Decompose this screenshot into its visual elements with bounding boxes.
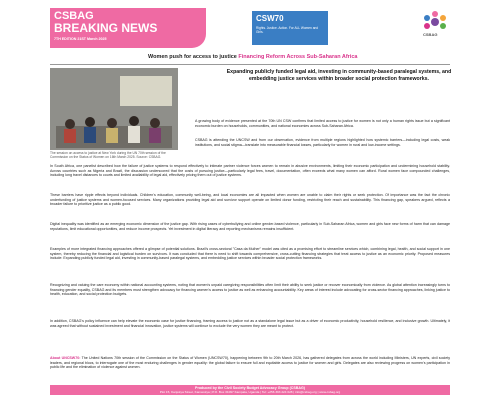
headline-bar <box>50 52 450 65</box>
csw70-theme: Rights. Justice. Action. For ALL Women and Girls. <box>256 26 319 35</box>
paragraph-1: A growing body of evidence presented at the 70th UN CSW confirms that limited access to justice for women is not only a human rights issue but a significant economic burden on households, communities, and national economies across Sub-Saharan Africa. <box>195 119 450 128</box>
footer-contacts: Plot 15, Kanjokya Street, Kamwokya | P.O. Box 31097 Kampala, Uganda | Tel: +256 393 224 028 | info@csbag.org | www.csbag.org <box>159 390 341 395</box>
banner-title: BREAKING NEWS <box>54 21 158 35</box>
edition-label: 7TH EDITION 21ST March 2025 <box>54 37 107 41</box>
photo-caption: The session on access to justice at New York during the UN 70th session of the Commission on the Status of Women on 16th March 2025. Source: CSBAG. <box>50 151 166 160</box>
footer-bar <box>50 385 450 395</box>
paragraph-5: Digital inequality was identified as an emerging economic dimension of the justice gap. With rising cases of cyberbullying and online gender-based violence, particularly in Sub-Saharan Africa, women and girls face new forms of harm that can damage reputations, limit educational opportunities, and reduce income prospects. Yet investment in digital literacy and reporting mechanisms remains insufficient. <box>50 222 450 231</box>
session-photo <box>50 68 178 150</box>
csbag-logo-text: CSBAG <box>423 32 438 37</box>
audience-image <box>56 108 172 148</box>
headline <box>148 54 357 60</box>
footer-producer: Produced by the Civil Society Budget Advocacy Group (CSBAG) <box>195 386 305 390</box>
header <box>50 8 450 48</box>
breaking-news-banner <box>50 8 206 48</box>
projector-screen <box>120 76 172 106</box>
csw70-logo: CSW70 <box>256 14 284 23</box>
headline-accent: Financing Reform Across Sub-Saharan Africa <box>238 54 358 60</box>
about-section <box>50 356 450 370</box>
paragraph-6: Examples of more integrated financing approaches offered a glimpse of potential solutions. Brazil's cross-sectoral "Casa da Mulher" model was cited as a promising effort to streamline services which, combining legal, health, and social support in one system, thereby reducing the financial and logistical burden on survivors. It was concluded that there is need to shift towards comprehensive, cross-cutting financing strategies that treat access to justice as an economic priority. Proposed measures include: Expanding publicly funded legal aid, investing in community-based paralegal systems, and embedding justice services within broader social protection frameworks. <box>50 247 450 261</box>
about-text: The United Nations 70th session of the Commission on the Status of Women (UNCSW70), happening between 9th to 20th March 2026, has gathered delegates from across the world including Ministers, UN experts, civil society leaders, and regional blocs, to interrogate one of the most enduring challenges in gender equality: the global failure to ensure full and equitable access to justice for women and girls. Delegates are also reviewing progress on women's participation in public life and the elimination of violence against women. <box>50 356 450 370</box>
headline-prefix: Women push for access to justice <box>148 54 239 60</box>
paragraph-7: Recognizing and valuing the care economy within national accounting systems, noting that women's unpaid caregiving responsibilities often limit their ability to seek justice or recover economically from violence. As global attention increasingly turns to financing gender equality, CSBAG and its members must strengthen advocacy for financing women's access to justice as well as enhancing accountability. Key areas of interest include advocating for cross-sector financing approaches, linking justice to health, education, and social protection budgets. <box>50 283 450 297</box>
about-label: About UNCSW70: <box>50 356 81 360</box>
paragraph-8: In addition, CSBAG's policy influence can help elevate the economic case for justice financing, framing access to justice not as a standalone legal issue but as a driver of economic productivity, household resilience, and inclusive growth. Ultimately, it was agreed that without sustained investment and financial innovation, justice systems will continue to exclude the very women they are meant to protect. <box>50 319 450 328</box>
csw70-logo-box <box>252 11 328 45</box>
paragraph-2: CSBAG is attending the UNCSW and from our observation, evidence from multiple regions highlighted how systemic barriers—including legal costs, weak institutions, and social stigma—translate into measurable financial losses, particularly for women in rural and low-income settings. <box>195 138 450 147</box>
lede-text: Expanding publicly funded legal aid, investing in community-based paralegal systems, and embedding justice services within broader social protection frameworks. <box>226 69 452 82</box>
paragraph-3: In South Africa, one panelist described how the failure of justice systems to respond effectively to intimate partner violence forces women to remain in abusive environments, limiting their economic participation and undermining household stability. Across countries such as Nigeria and Brazil, the discussion underscored that the costs of pursuing justice—particularly legal fees, travel, documentation, often exceeds what many women can afford. Rural women face compounded challenges, including long travel distances to courts and limited availability of legal aid, effectively pricing them out of justice systems. <box>50 164 450 178</box>
org-title: CSBAG <box>54 10 94 22</box>
paragraph-4: These barriers have ripple effects beyond individuals. Children's education, community well-being, and local economies are all impacted when women are unable to claim their rights or seek protection. Of importance was the fact the chronic underfunding of justice systems and women-focused services. Many organizations providing legal aid and survivor support operate on limited donor funding, restricting their reach and sustainability. This financing gap, speakers argued, reflects a broader failure to prioritize justice as a public good. <box>50 193 450 207</box>
